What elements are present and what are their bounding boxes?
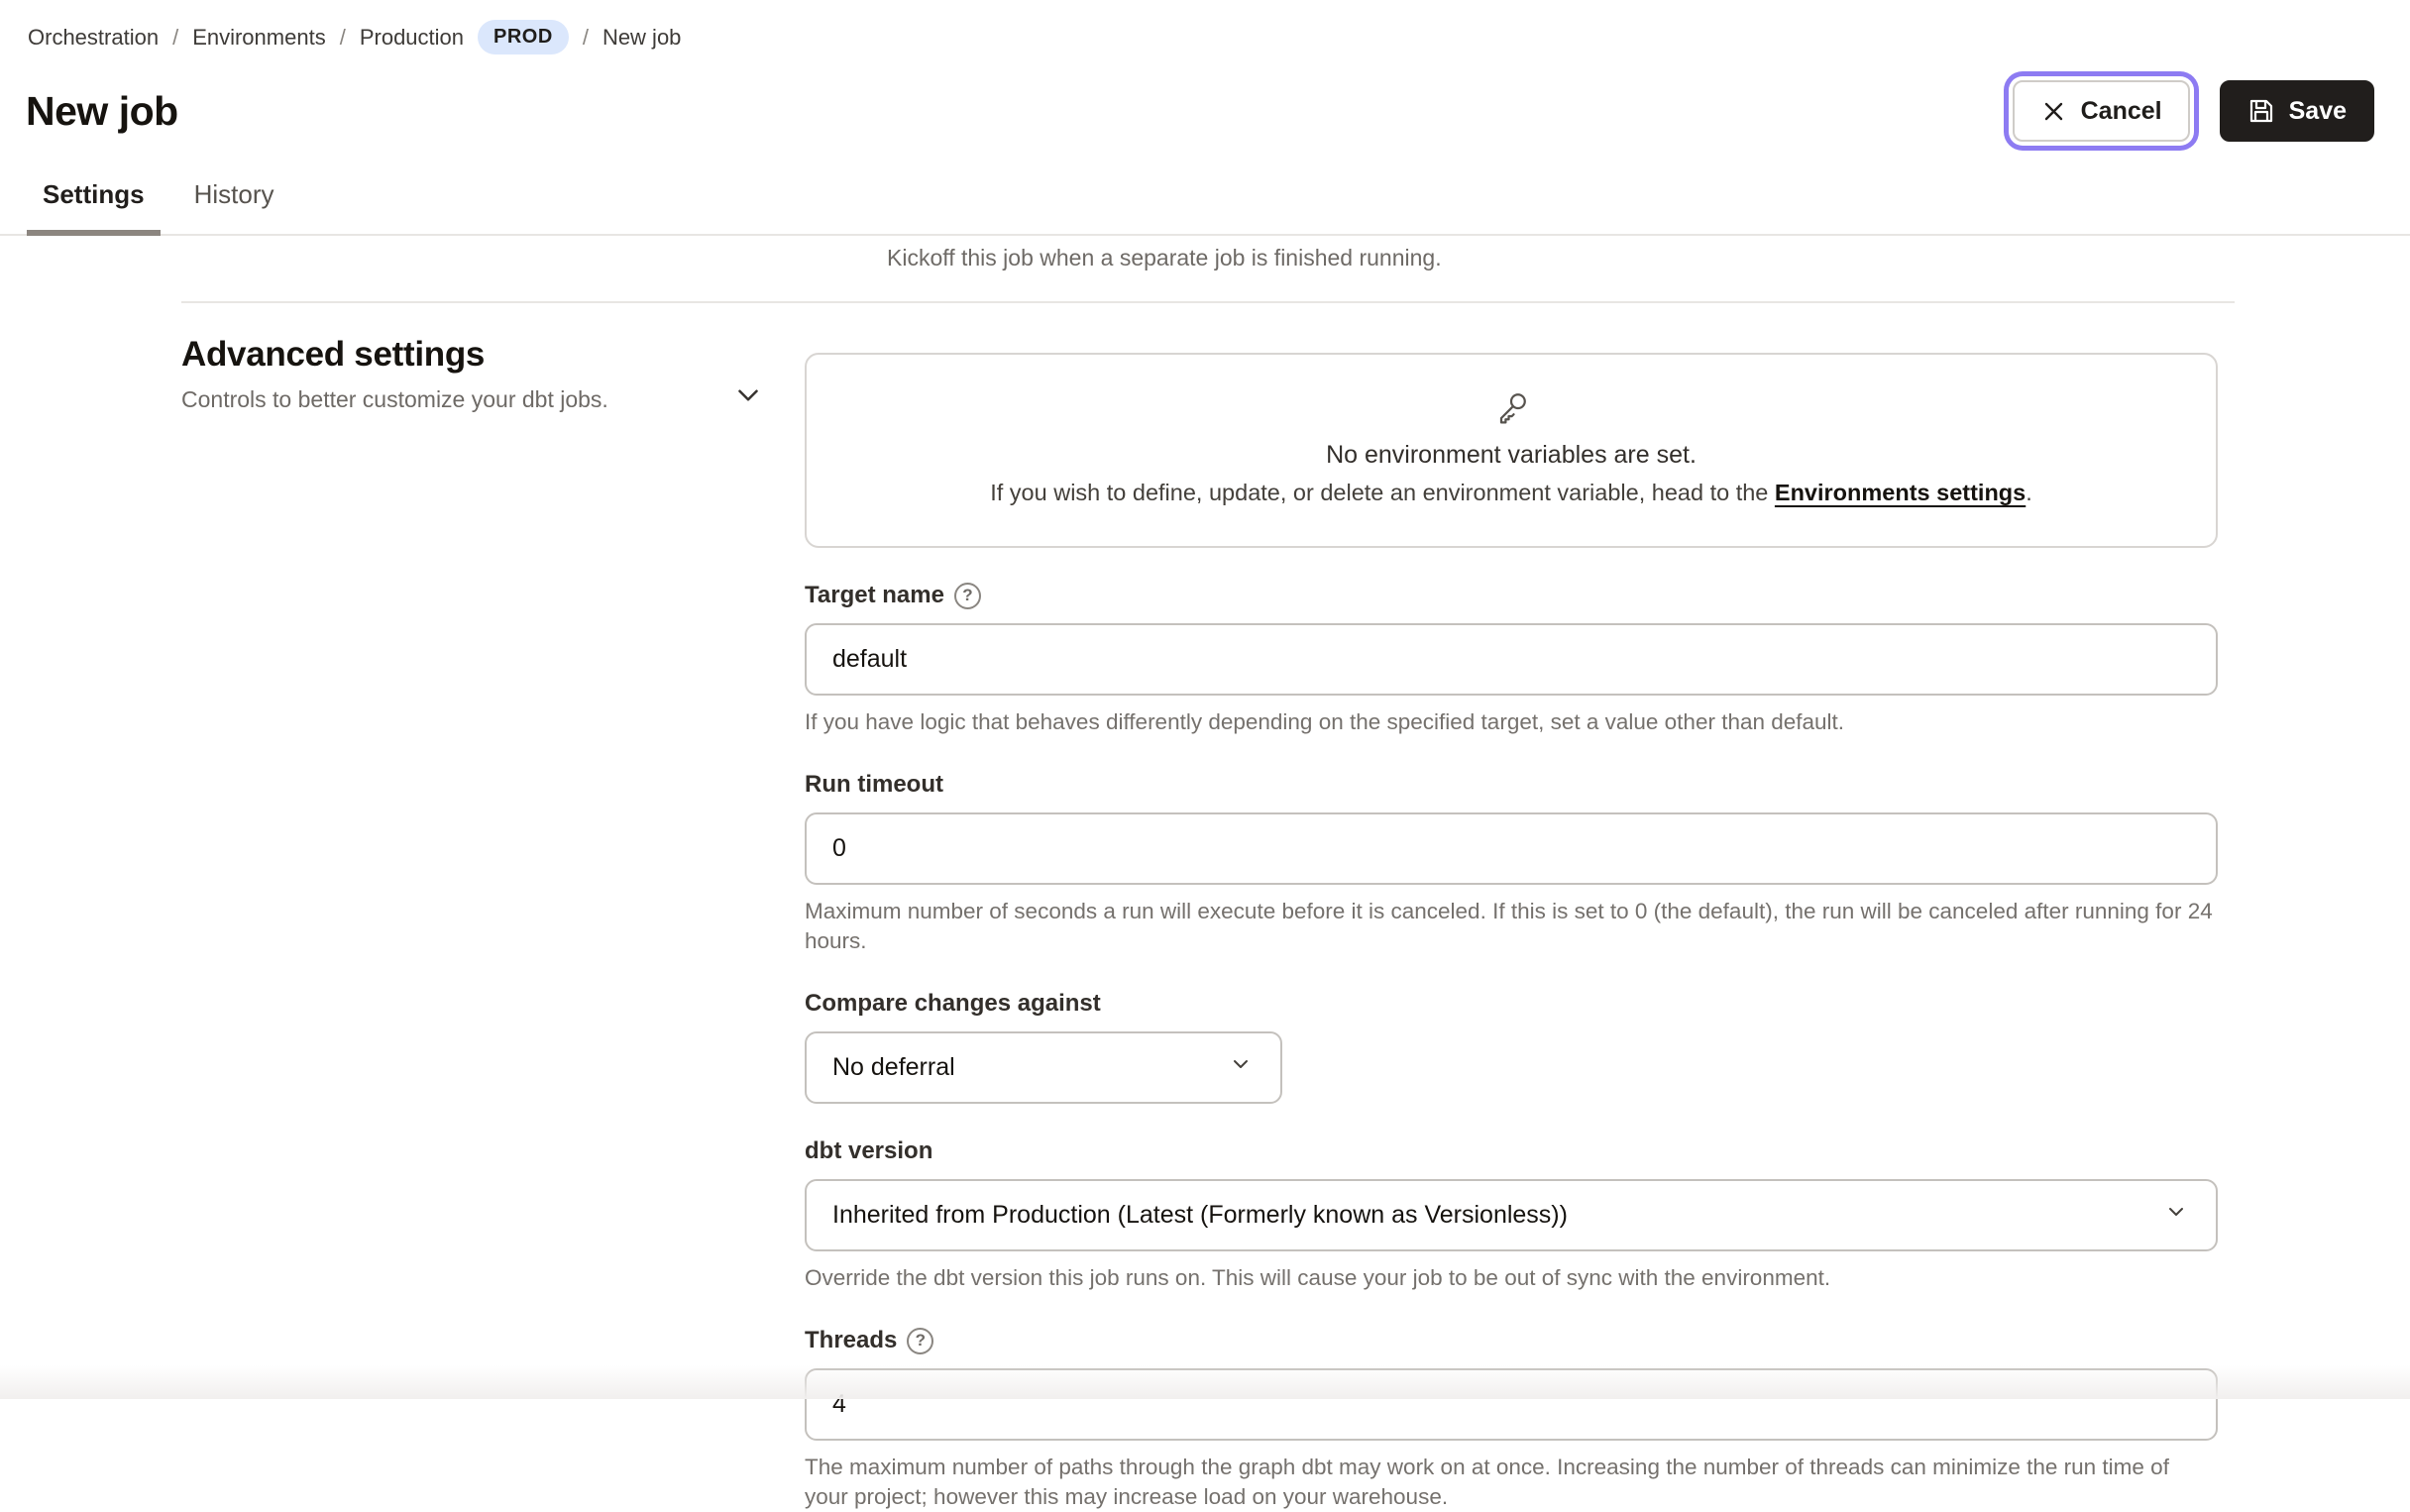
env-vars-description-suffix: .	[2026, 480, 2032, 505]
breadcrumb-current: New job	[602, 24, 682, 50]
close-icon	[2040, 98, 2067, 125]
tab-history[interactable]: History	[193, 179, 274, 209]
env-vars-empty-title: No environment variables are set.	[1326, 441, 1697, 469]
chevron-down-icon	[1229, 1052, 1253, 1083]
dbt-version-label: dbt version	[805, 1137, 933, 1164]
env-vars-empty-description	[836, 480, 2186, 506]
breadcrumb-separator: /	[339, 24, 346, 50]
environments-settings-link[interactable]: Environments settings	[1774, 480, 2027, 505]
dbt-version-select[interactable]	[805, 1179, 2218, 1251]
tab-settings[interactable]: Settings	[27, 179, 161, 236]
field-dbt-version	[805, 1137, 2218, 1293]
save-button[interactable]	[2220, 80, 2374, 142]
advanced-settings-section	[181, 335, 2410, 1512]
chevron-down-icon[interactable]	[731, 378, 765, 417]
breadcrumb-orchestration[interactable]: Orchestration	[28, 24, 160, 50]
key-icon	[1491, 415, 1531, 432]
threads-helper: The maximum number of paths through the graph dbt may work on at once. Increasing the number of threads can minimize the run time of your project; however this may increase load on your warehouse.	[805, 1455, 2169, 1509]
dbt-version-label-row	[805, 1137, 2218, 1165]
target-name-helper: If you have logic that behaves differently depending on the specified target, set a value other than default.	[805, 709, 1845, 734]
field-target-name	[805, 582, 2218, 737]
env-vars-description-prefix: If you wish to define, update, or delete an environment variable, head to the	[990, 480, 1775, 505]
header-actions	[2013, 80, 2374, 142]
dbt-version-helper: Override the dbt version this job runs on. This will cause your job to be out of sync with the environment.	[805, 1265, 1831, 1290]
job-completion-trigger-helper: Kickoff this job when a separate job is finished running.	[887, 245, 1442, 270]
dbt-version-selected-value: Inherited from Production (Latest (Formerly known as Versionless))	[832, 1201, 1568, 1229]
threads-label: Threads	[805, 1327, 898, 1353]
run-timeout-label: Run timeout	[805, 771, 943, 798]
tab-bar	[0, 179, 2410, 236]
help-icon[interactable]	[954, 583, 981, 609]
chevron-down-icon	[2164, 1200, 2188, 1231]
target-name-input[interactable]	[805, 623, 2218, 696]
save-button-label: Save	[2288, 96, 2347, 125]
cancel-button-label: Cancel	[2080, 96, 2162, 125]
compare-changes-select[interactable]	[805, 1031, 1282, 1104]
target-name-label-row	[805, 582, 2218, 609]
breadcrumb	[0, 0, 2410, 54]
field-run-timeout	[805, 771, 2218, 956]
field-compare-changes	[805, 990, 2218, 1104]
run-timeout-label-row	[805, 771, 2218, 799]
advanced-settings-title: Advanced settings	[181, 335, 486, 374]
compare-changes-label: Compare changes against	[805, 990, 1101, 1017]
env-vars-empty-state	[805, 353, 2218, 548]
target-name-label: Target name	[805, 582, 944, 608]
help-icon[interactable]	[907, 1328, 933, 1354]
advanced-settings-form	[805, 335, 2218, 1512]
field-threads	[805, 1327, 2218, 1512]
section-divider	[181, 301, 2235, 303]
run-timeout-helper: Maximum number of seconds a run will execute before it is canceled. If this is set to 0 (the default), the run will be canceled after running for 24 hours.	[805, 899, 2213, 953]
compare-changes-selected-value: No deferral	[832, 1053, 955, 1081]
settings-content	[0, 242, 2410, 1512]
prod-badge: PROD	[478, 20, 569, 54]
page-title: New job	[26, 87, 178, 134]
advanced-settings-subtitle: Controls to better customize your dbt jobs.	[181, 386, 608, 412]
compare-changes-label-row	[805, 990, 2218, 1018]
page-header	[0, 54, 2410, 142]
breadcrumb-separator: /	[172, 24, 179, 50]
threads-input[interactable]	[805, 1368, 2218, 1441]
run-timeout-input[interactable]	[805, 812, 2218, 885]
save-icon	[2247, 97, 2275, 125]
threads-label-row	[805, 1327, 2218, 1354]
breadcrumb-environments[interactable]: Environments	[192, 24, 326, 50]
cancel-button[interactable]	[2013, 80, 2190, 142]
advanced-settings-intro	[181, 335, 805, 1512]
breadcrumb-production[interactable]: Production	[359, 24, 465, 50]
breadcrumb-separator: /	[582, 24, 589, 50]
